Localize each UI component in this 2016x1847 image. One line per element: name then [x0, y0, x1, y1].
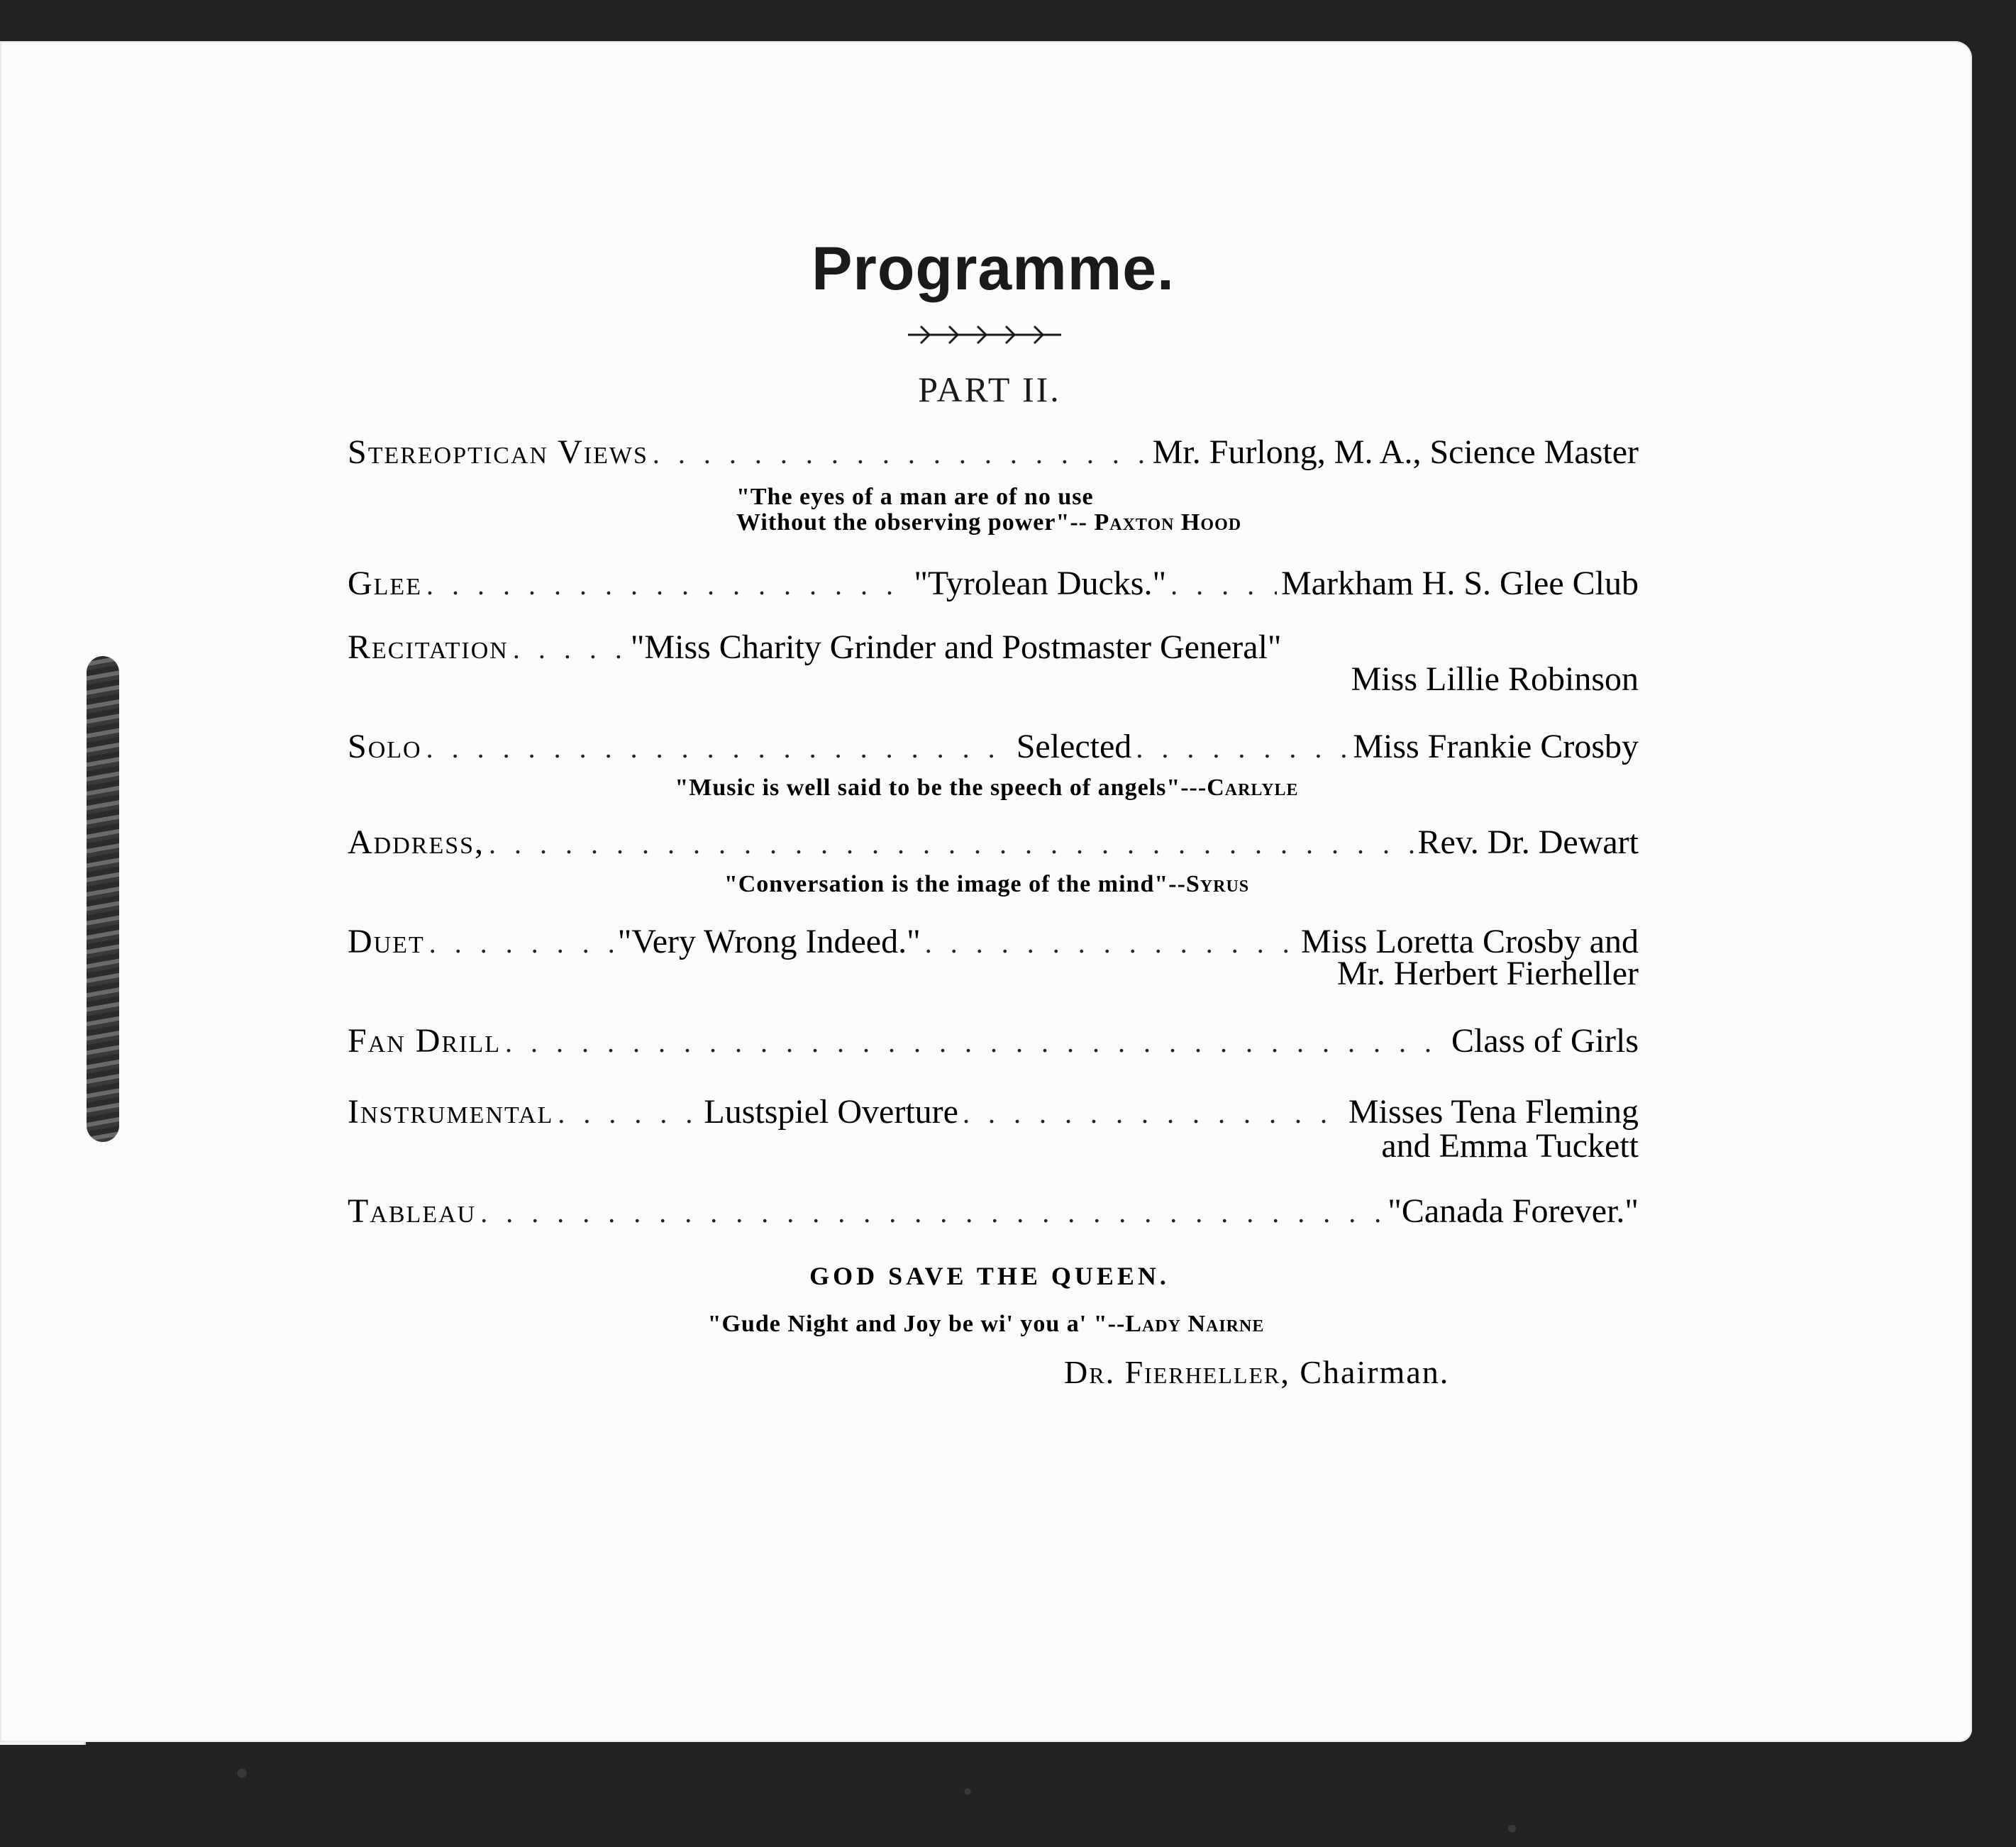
chairman-name: Dr. Fierheller, — [1064, 1354, 1290, 1390]
item-piece: "Miss Charity Grinder and Postmaster General" — [630, 628, 1282, 666]
item-performer: Miss Loretta Crosby and — [1301, 923, 1639, 960]
closing-quote — [0, 1311, 1972, 1338]
item-piece: Lustspiel Overture — [704, 1093, 958, 1131]
programme-row — [348, 823, 1639, 868]
item-label: Address, — [348, 823, 485, 861]
item-performer: Markham H. S. Glee Club — [1281, 565, 1639, 602]
quote-text: "Music is well said to be the speech of angels"--- — [675, 775, 1207, 801]
quote-line — [0, 871, 1995, 898]
closing-quote-attribution: Lady Nairne — [1125, 1311, 1265, 1337]
item-performer: Miss Frankie Crosby — [1353, 728, 1639, 765]
item-piece: Selected — [1016, 728, 1132, 765]
closing-quote-text: "Gude Night and Joy be wi' you a' "-- — [707, 1311, 1126, 1337]
leader-dots — [489, 827, 1413, 860]
item-label: Stereoptican Views — [348, 433, 648, 471]
item-label: Fan Drill — [348, 1022, 502, 1060]
leader-dots — [426, 568, 909, 601]
programme-row — [348, 1192, 1639, 1237]
quote-attribution: Carlyle — [1207, 775, 1299, 801]
leader-dots — [480, 1196, 1383, 1229]
programme-row — [348, 1021, 1639, 1067]
leader-dots — [426, 731, 1012, 765]
quote-line — [0, 775, 1995, 802]
leader-dots — [1136, 731, 1348, 765]
item-label: Glee — [348, 565, 422, 602]
leader-dots — [963, 1097, 1344, 1130]
anthem-line: GOD SAVE THE QUEEN. — [809, 1262, 1170, 1290]
chairman-role: Chairman. — [1300, 1354, 1450, 1390]
item-piece: "Very Wrong Indeed." — [617, 923, 921, 960]
quote-line — [736, 509, 1241, 536]
item-performer: Mr. Furlong, M. A., Science Master — [1152, 433, 1639, 471]
item-piece: "Tyrolean Ducks." — [914, 565, 1167, 602]
item-label: Solo — [348, 728, 422, 765]
item-performer: Class of Girls — [1451, 1022, 1639, 1060]
leader-dots — [558, 1097, 699, 1130]
part-heading: PART II. — [918, 370, 1061, 409]
quote-attribution: Syrus — [1185, 871, 1250, 897]
page-title: Programme. — [812, 235, 1175, 303]
item-performer: "Canada Forever." — [1388, 1192, 1639, 1230]
item-label: Instrumental — [348, 1093, 554, 1131]
performer-continuation: and Emma Tuckett — [1381, 1127, 1639, 1165]
item-label: Recitation — [348, 628, 509, 666]
programme-row — [348, 564, 1639, 609]
programme-row — [348, 727, 1639, 772]
quote-text: Without the observing power"-- — [736, 509, 1087, 536]
leader-dots — [505, 1026, 1447, 1059]
quote-text: "Conversation is the image of the mind"-- — [724, 871, 1186, 897]
leader-dots — [1170, 568, 1277, 601]
programme-row — [348, 433, 1639, 478]
binding-cord — [87, 656, 119, 1142]
item-label: Tableau — [348, 1192, 477, 1230]
performer-continuation: Mr. Herbert Fierheller — [1336, 955, 1639, 992]
ornament-divider — [907, 321, 1063, 349]
item-performer: Rev. Dr. Dewart — [1417, 823, 1639, 861]
quote-line: "The eyes of a man are of no use — [736, 484, 1094, 510]
item-performer: Misses Tena Fleming — [1348, 1093, 1639, 1131]
chairman-line — [1064, 1353, 1449, 1391]
leader-dots — [653, 437, 1148, 470]
item-label: Duet — [348, 923, 425, 960]
quote-attribution: Paxton Hood — [1094, 509, 1242, 536]
performer-continuation: Miss Lillie Robinson — [1351, 660, 1639, 698]
